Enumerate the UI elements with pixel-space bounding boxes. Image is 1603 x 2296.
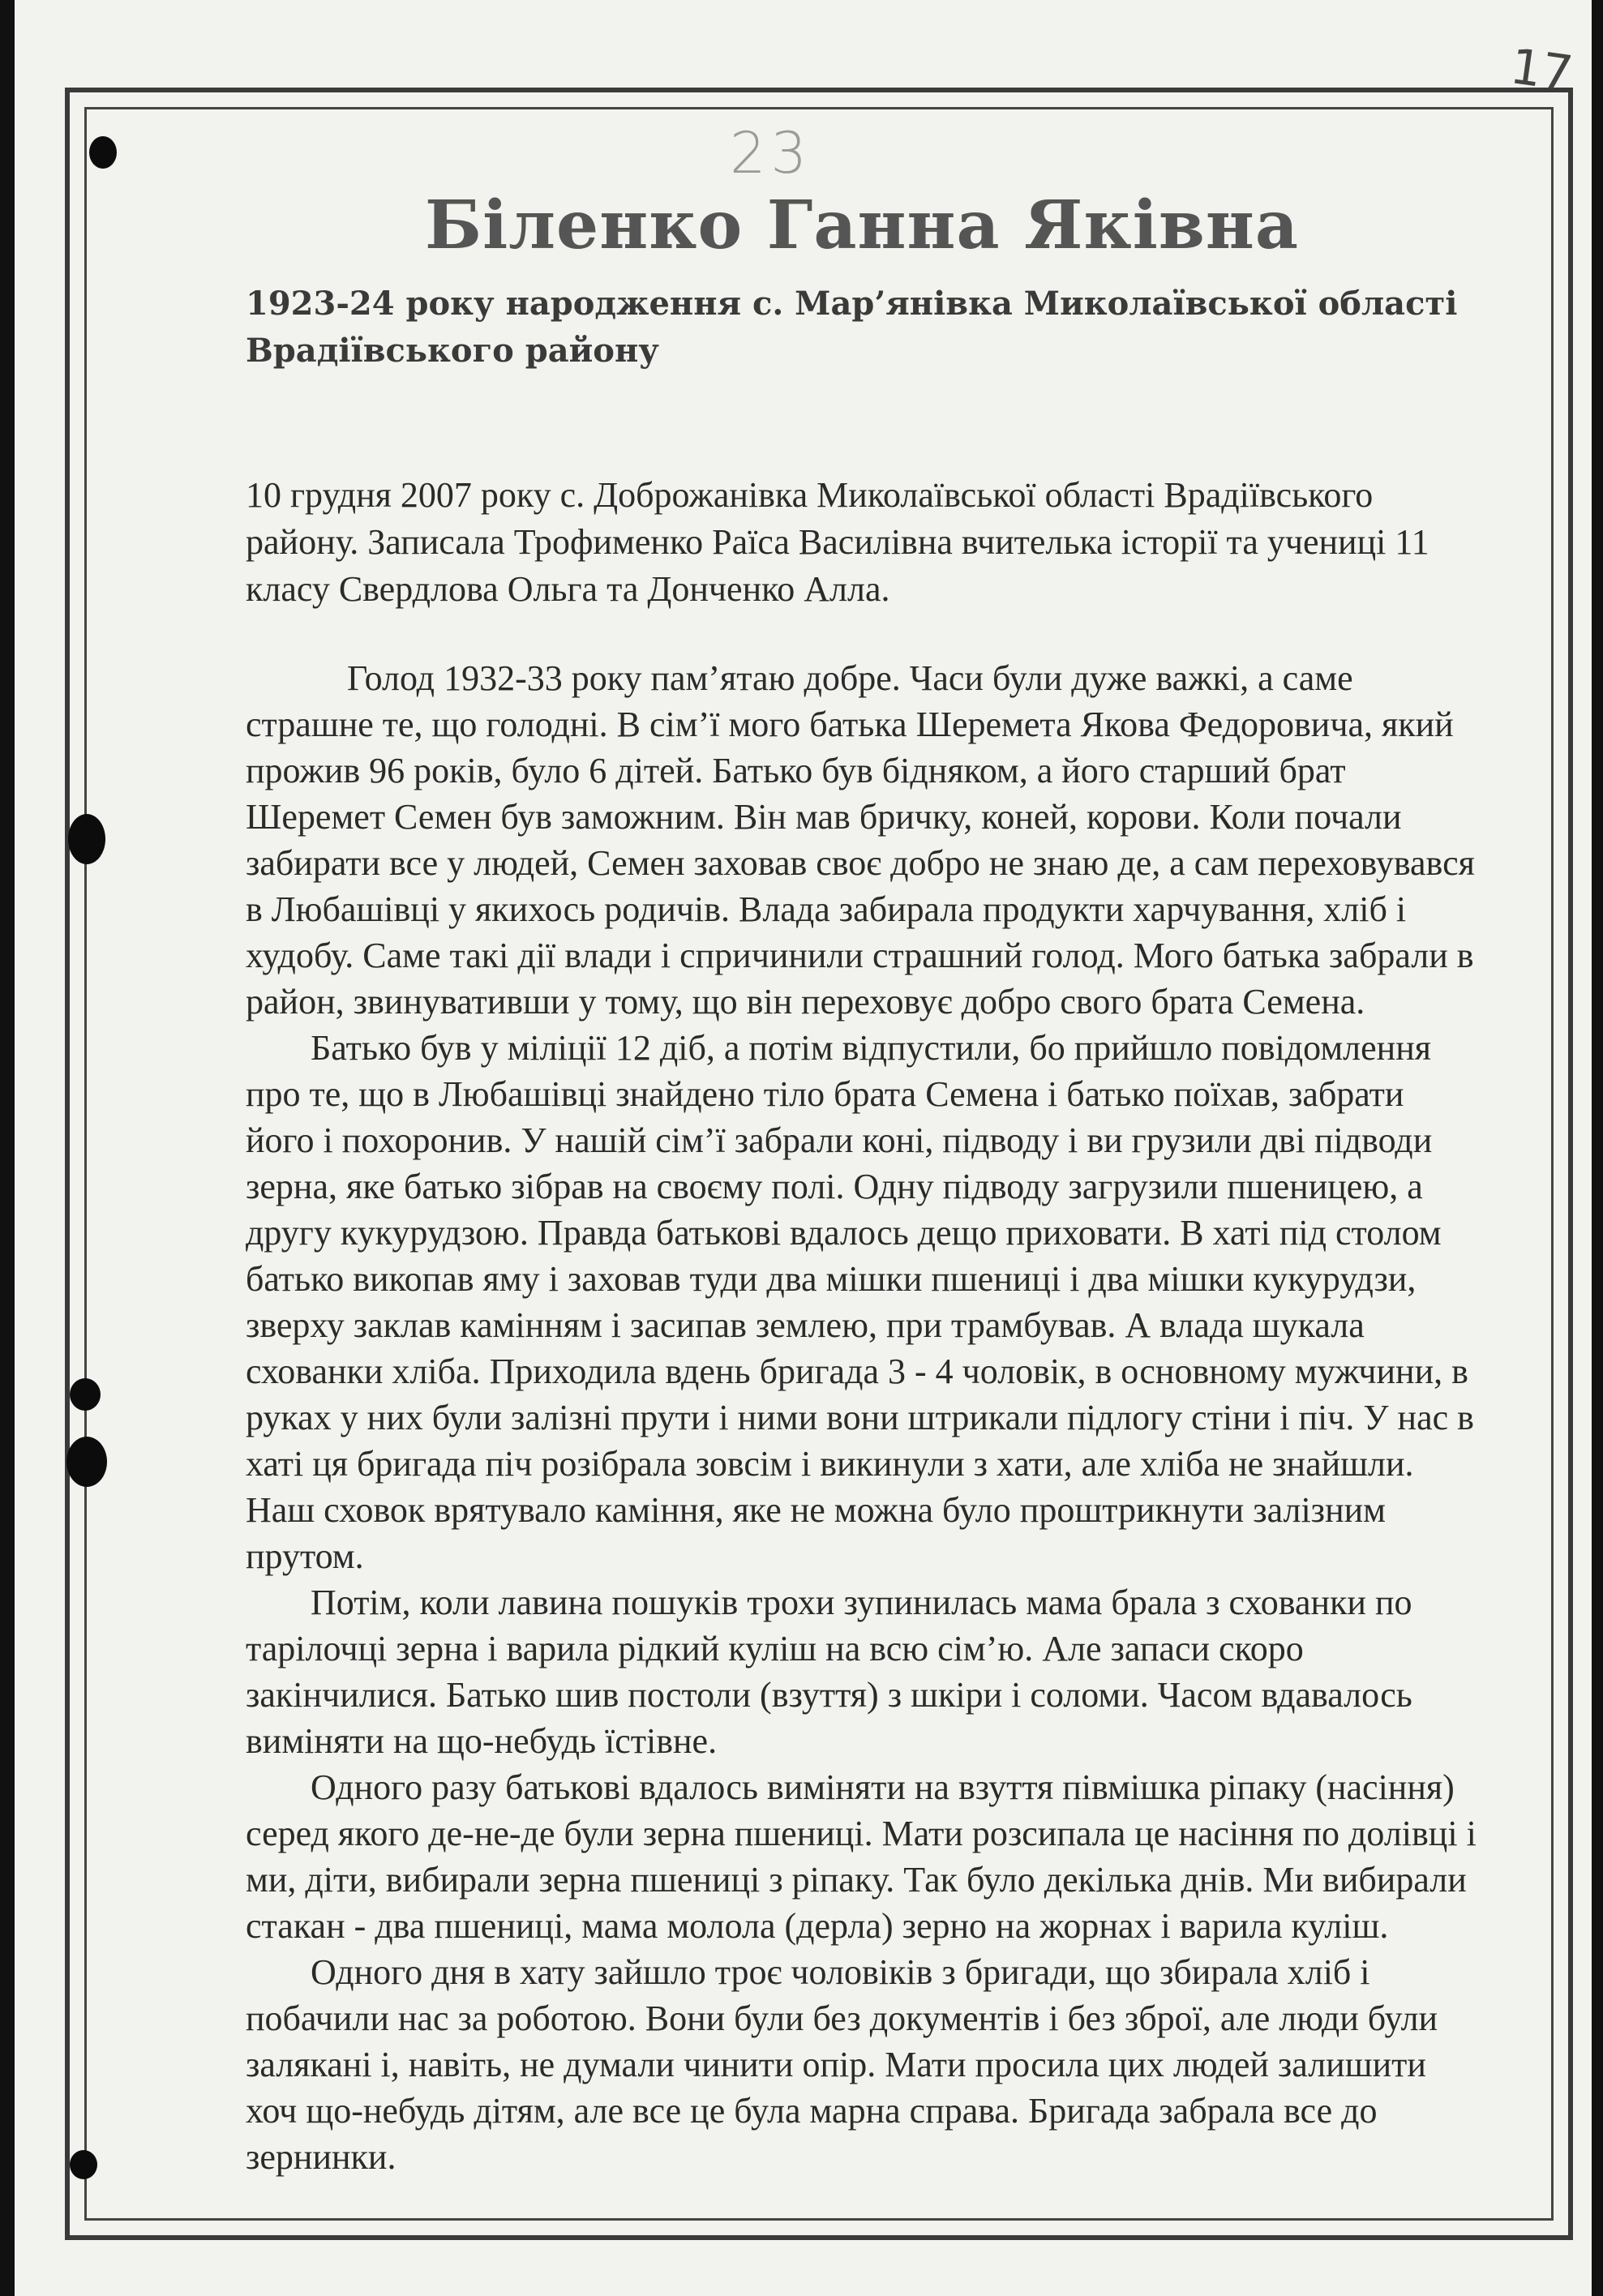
binder-hole — [70, 2150, 97, 2179]
document-content — [246, 186, 1478, 2180]
birth-info: 1923-24 року народження с. Мар’янівка Миколаївської області Врадіївського району — [246, 285, 1458, 370]
binder-hole — [89, 136, 117, 169]
testimony-text — [246, 655, 1478, 2180]
binder-hole — [68, 814, 105, 864]
paragraph: Батько був у міліції 12 діб, а потім відпустили, бо прийшло повідомлення про те, що в Любашівці знайдено тіло брата Семена і батько поїхав, забрати його і похоронив. У нашій сім’ї забрали коні, підводу і ви грузили дві підводи зерна, яке батько зібрав на своєму полі. Одну підводу загрузили пшеницею, а другу кукурудзою. Правда батькові вдалось дещо приховати. В хаті під столом батько викопав яму і заховав туди два мішки пшениці і два мішки кукурудзи, зверху заклав камінням і засипав землею, при трамбував. А влада шукала схованки хліба. Приходила вдень бригада 3 - 4 чоловік, в основному мужчини, в руках у них були залізні прути і ними вони штрикали підлогу стіни і піч. У нас в хаті ця бригада піч розібрала зовсім і викинули з хати, але хліба не знайшли. Наш сховок врятувало каміння, яке не можна було проштрикнути залізним прутом. — [246, 1028, 1474, 1576]
paragraph: Потім, коли лавина пошуків трохи зупинилась мама брала з схованки по тарілочці зерна і варила рідкий куліш на всю сім’ю. Але запаси скоро закінчилися. Батько шив постоли (взуття) з шкіри і соломи. Часом вдавалось виміняти на що-небудь їстівне. — [246, 1583, 1412, 1761]
pencil-number: 23 — [730, 120, 812, 186]
paragraph: Одного дня в хату зайшло троє чоловіків з бригади, що збирала хліб і побачили нас за роботою. Вони були без документів і без зброї, але люди були залякані і, навіть, не думали чинити опір. Мати просила цих людей залишити хоч що-небудь дітям, але все це була марна справа. Бригада забрала все до зернинки. — [246, 1952, 1438, 2177]
document-title: Біленко Ганна Яківна — [425, 186, 1299, 264]
handwritten-page-number: 17 — [1507, 38, 1576, 103]
record-info: 10 грудня 2007 року с. Доброжанівка Миколаївської області Врадіївського району. Записала Трофименко Раїса Василівна вчителька історії та учениці 11 класу Свердлова Ольга та Донченко Алла. — [246, 475, 1429, 609]
binder-hole — [70, 1378, 101, 1411]
paragraph: Одного разу батькові вдалось виміняти на взуття півмішка ріпаку (насіння) серед якого де-не-де були зерна пшениці. Мати розсипала це насіння по долівці і ми, діти, вибирали зерна пшениці з ріпаку. Так було декілька днів. Ми вибирали стакан - два пшениці, мама молола (дерла) зерно на жорнах і варила куліш. — [246, 1767, 1477, 1946]
binder-hole — [66, 1437, 107, 1487]
paragraph: Голод 1932-33 року пам’ятаю добре. Часи були дуже важкі, а саме страшне те, що голодні. В сім’ї мого батька Шеремета Якова Федоровича, який прожив 96 років, було 6 дітей. Батько був бідняком, а його старший брат Шеремет Семен був заможним. Він мав бричку, коней, корови. Коли почали забирати все у людей, Семен заховав своє добро не знаю де, а сам переховувався в Любашівці у якихось родичів. Влада забирала продукти харчування, хліб і худобу. Саме такі дії влади і спричинили страшний голод. Мого батька забрали в район, звинувативши у тому, що він переховує добро свого брата Семена. — [246, 658, 1475, 1022]
document-page — [15, 0, 1592, 2296]
